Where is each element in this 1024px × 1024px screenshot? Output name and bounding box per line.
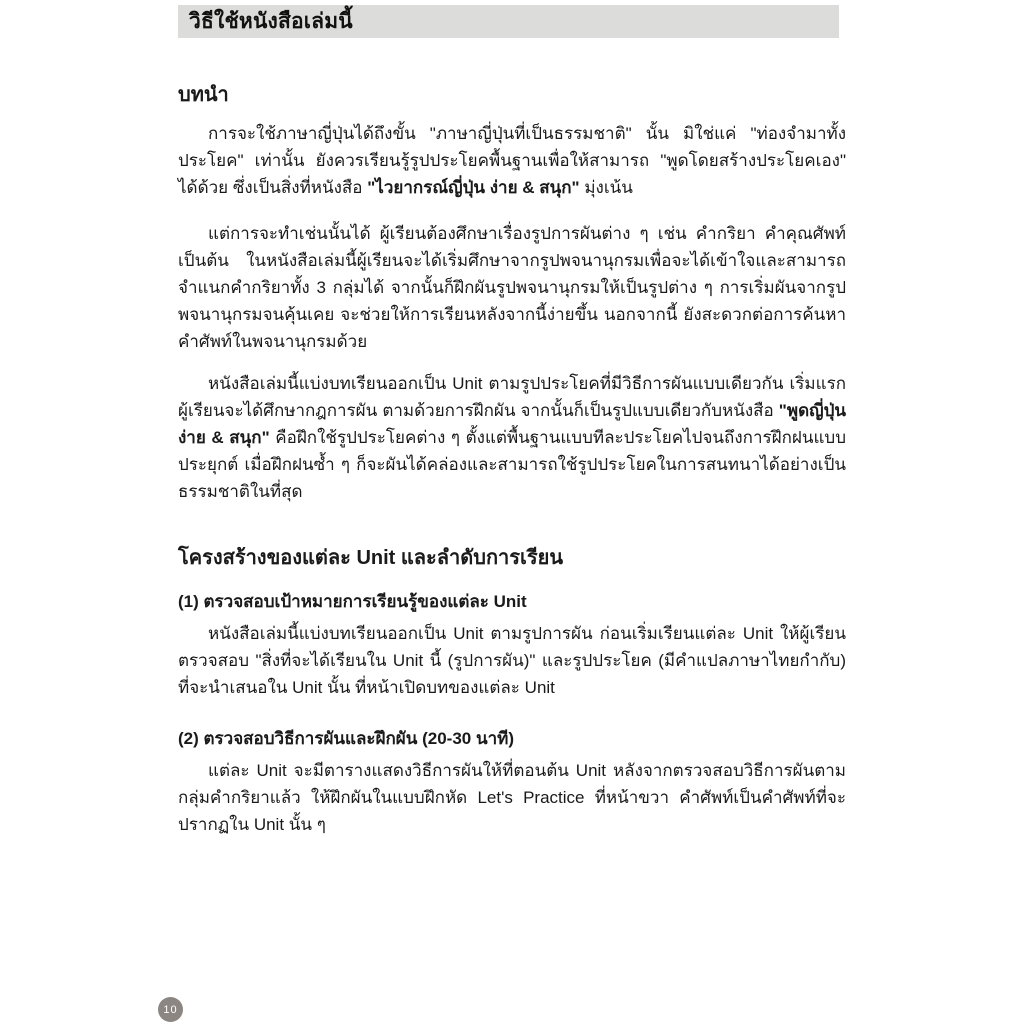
intro-paragraph-3-text: หนังสือเล่มนี้แบ่งบทเรียนออกเป็น Unit ตามรูปประโยคที่มีวิธีการผันแบบเดียวกัน เริ่มแรกผู้เรียนจะได้ศึกษากฎการผัน ตามด้วยการฝึกผัน จากนั้นก็เป็นรูปแบบเดียวกับหนังสือ (178, 374, 846, 420)
intro-paragraph-1 (178, 120, 846, 201)
step1-paragraph: หนังสือเล่มนี้แบ่งบทเรียนออกเป็น Unit ตามรูปการผัน ก่อนเริ่มเรียนแต่ละ Unit ให้ผู้เรียนตรวจสอบ "สิ่งที่จะได้เรียนใน Unit นี้ (รูปการผัน)" และรูปประโยค (มีคำแปลภาษาไทยกำกับ) ที่จะนำเสนอใน Unit นั้น ที่หน้าเปิดบทของแต่ละ Unit (178, 624, 846, 697)
book-title-reference-2: "พูดญี่ปุ่น ง่าย & สนุก" (178, 401, 846, 447)
intro-paragraph-3-tail: คือฝึกใช้รูปประโยคต่าง ๆ ตั้งแต่พื้นฐานแบบทีละประโยคไปจนถึงการฝึกฝนแบบประยุกต์ เมื่อฝึกฝนซ้ำ ๆ ก็จะผันได้คล่องและสามารถใช้รูปประโยคในการสนทนาได้อย่างเป็นธรรมชาติในที่สุด (178, 428, 846, 501)
intro-paragraph-1-tail: มุ่งเน้น (579, 178, 633, 197)
chapter-title-bar (178, 5, 839, 38)
intro-paragraph-1-text: การจะใช้ภาษาญี่ปุ่นได้ถึงขั้น "ภาษาญี่ปุ่นที่เป็นธรรมชาติ" นั้น มิใช่แค่ "ท่องจำมาทั้งประโยค" เท่านั้น ยังควรเรียนรู้รูปประโยคพื้นฐานเพื่อให้สามารถ "พูดโดยสร้างประโยคเอง" ได้ด้วย ซึ่งเป็นสิ่งที่หนังสือ (178, 124, 846, 197)
step2-heading: (2) ตรวจสอบวิธีการผันและฝึกผัน (20-30 นาที) (178, 729, 514, 748)
intro-heading: บทนำ (178, 84, 229, 106)
structure-section-heading: โครงสร้างของแต่ละ Unit และลำดับการเรียน (178, 547, 563, 569)
page-number-badge (158, 997, 183, 1022)
page-title: วิธีใช้หนังสือเล่มนี้ (189, 10, 353, 33)
step1-heading: (1) ตรวจสอบเป้าหมายการเรียนรู้ของแต่ละ Unit (178, 592, 527, 611)
intro-paragraph-3 (178, 370, 846, 505)
step2-paragraph: แต่ละ Unit จะมีตารางแสดงวิธีการผันให้ที่ตอนต้น Unit หลังจากตรวจสอบวิธีการผันตามกลุ่มคำกริยาแล้ว ให้ฝึกผันในแบบฝึกหัด Let's Practice ที่หน้าขวา คำศัพท์เป็นคำศัพท์ที่จะปรากฏใน Unit นั้น ๆ (178, 761, 846, 834)
page-content (178, 0, 846, 838)
book-title-reference-1: "ไวยากรณ์ญี่ปุ่น ง่าย & สนุก" (367, 178, 580, 197)
intro-paragraph-2: แต่การจะทำเช่นนั้นได้ ผู้เรียนต้องศึกษาเรื่องรูปการผันต่าง ๆ เช่น คำกริยา คำคุณศัพท์ เป็นต้น ในหนังสือเล่มนี้ผู้เรียนจะได้เริ่มศึกษาจากรูปพจนานุกรมเพื่อจะได้เข้าใจและสามารถจำแนกคำกริยาทั้ง 3 กลุ่มได้ จากนั้นก็ฝึกผันรูปพจนานุกรมให้เป็นรูปต่าง ๆ การเริ่มผันจากรูปพจนานุกรมจนคุ้นเคย จะช่วยให้การเรียนหลังจากนี้ง่ายขึ้น นอกจากนี้ ยังสะดวกต่อการค้นหาคำศัพท์ในพจนานุกรมด้วย (178, 224, 846, 351)
page-number: 10 (163, 1003, 178, 1016)
